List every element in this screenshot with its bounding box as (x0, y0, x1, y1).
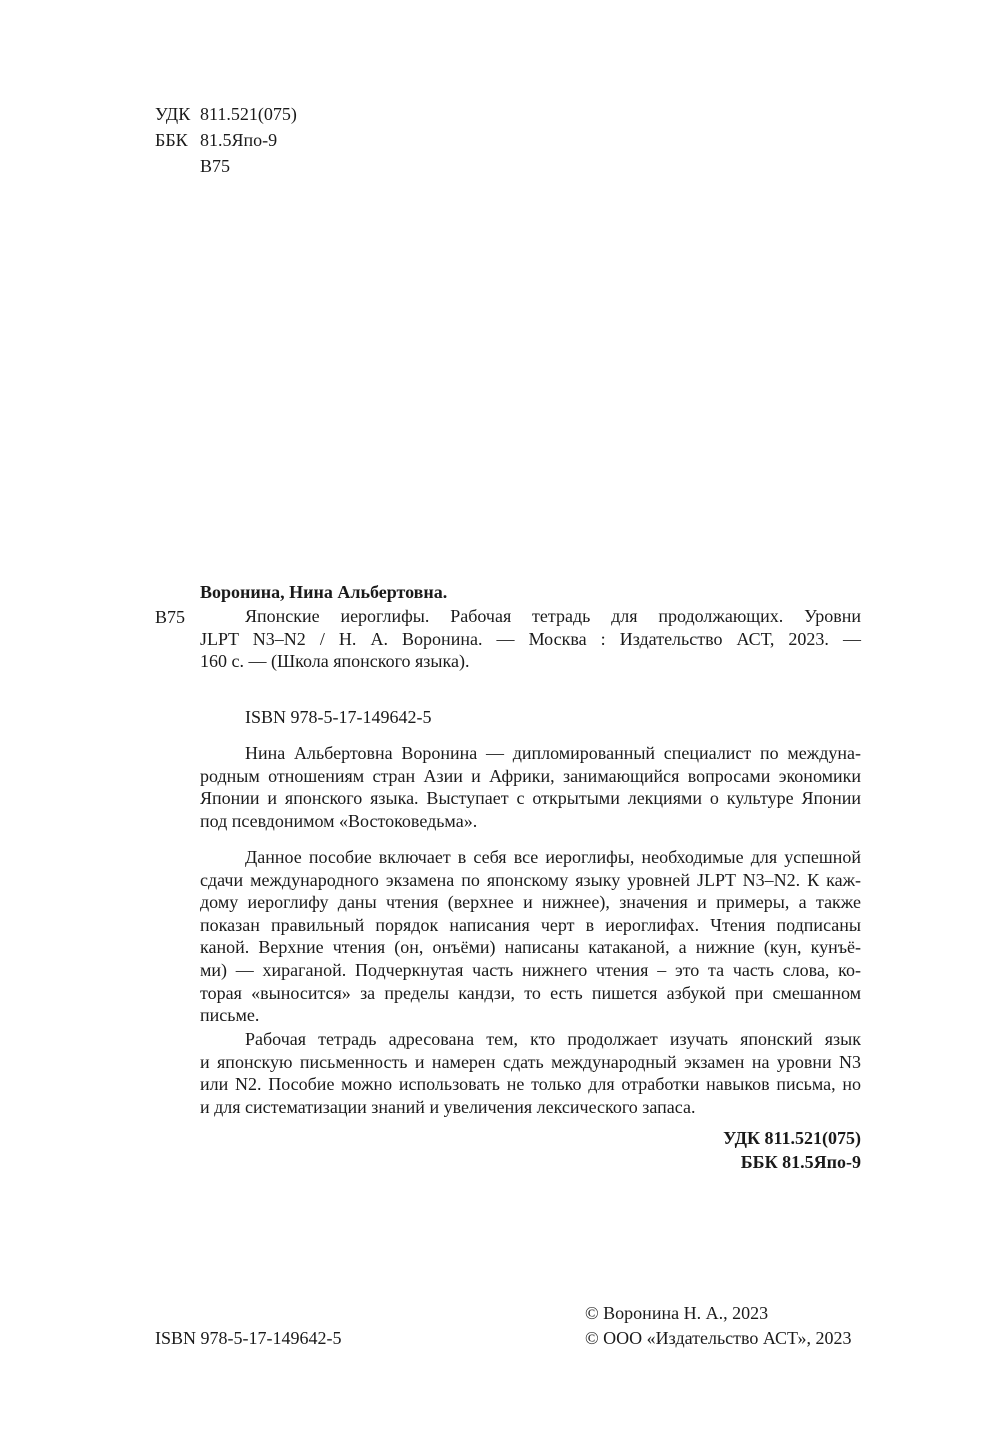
biblio-description (200, 605, 861, 673)
isbn-record: ISBN 978-5-17-149642-5 (245, 707, 432, 727)
copyright-publisher: © ООО «Издательство АСТ», 2023 (585, 1328, 852, 1348)
bbk-bottom: ББК 81.5Япо-9 (740, 1152, 861, 1172)
annotation-line: Нина Альбертовна Воронина — дипломированный специалист по междуна- (245, 743, 861, 763)
annotation-line: ми) — хираганой. Подчеркнутая часть нижнего чтения – это та часть слова, ко- (200, 959, 861, 980)
author-heading: Воронина, Нина Альбертовна. (200, 582, 448, 602)
author-mark: В75 (155, 607, 186, 627)
author-mark-top: В75 (200, 156, 231, 176)
annotation-line: Рабочая тетрадь адресована тем, кто продолжает изучать японский язык (245, 1029, 861, 1049)
annotation-line: и японскую письменность и намерен сдать международный экзамен на уровни N3 (200, 1051, 861, 1072)
annotation-line: родным отношениям стран Азии и Африки, занимающийся вопросами экономики (200, 765, 861, 786)
biblio-line: Японские иероглифы. Рабочая тетрадь для продолжающих. Уровни (245, 606, 861, 626)
annotation-line: Данное пособие включает в себя все иероглифы, необходимые для успешной (245, 847, 861, 867)
annotation-paragraph-2 (200, 846, 861, 1027)
bbk-value: 81.5Япо-9 (200, 130, 278, 150)
udk-bottom: УДК 811.521(075) (723, 1128, 861, 1148)
udk-label: УДК (155, 104, 191, 124)
annotation-line: под псевдонимом «Востоковедьма». (200, 810, 478, 831)
annotation-line: и для систематизации знаний и увеличения лексического запаса. (200, 1096, 696, 1117)
annotation-paragraph-3 (200, 1028, 861, 1118)
isbn-footer: ISBN 978-5-17-149642-5 (155, 1328, 342, 1348)
biblio-line: JLPT N3–N2 / Н. А. Воронина. — Москва : Издательство АСТ, 2023. — (200, 628, 861, 649)
annotation-line: дому иероглифу даны чтения (верхнее и нижнее), значения и примеры, а также (200, 892, 861, 913)
copyright-author: © Воронина Н. А., 2023 (585, 1303, 769, 1323)
bbk-label: ББК (155, 130, 188, 150)
biblio-line: 160 с. — (Школа японского языка). (200, 651, 470, 672)
annotation-line: показан правильный порядок написания черт в иероглифах. Чтения подписаны (200, 914, 861, 935)
annotation-line: торая «выносится» за пределы кандзи, то есть пишется азбукой при смешанном (200, 982, 861, 1003)
udk-value: 811.521(075) (200, 104, 297, 124)
annotation-line: или N2. Пособие можно использовать не только для отработки навыков письма, но (200, 1074, 861, 1095)
annotation-line: каной. Верхние чтения (он, онъёми) написаны катаканой, а нижние (кун, кунъё- (200, 937, 861, 958)
annotation-paragraph-1 (200, 742, 861, 832)
annotation-line: сдачи международного экзамена по японскому языку уровней JLPT N3–N2. К каж- (200, 869, 861, 890)
annotation-line: Японии и японского языка. Выступает с открытыми лекциями о культуре Японии (200, 788, 861, 809)
annotation-line: письме. (200, 1005, 260, 1026)
